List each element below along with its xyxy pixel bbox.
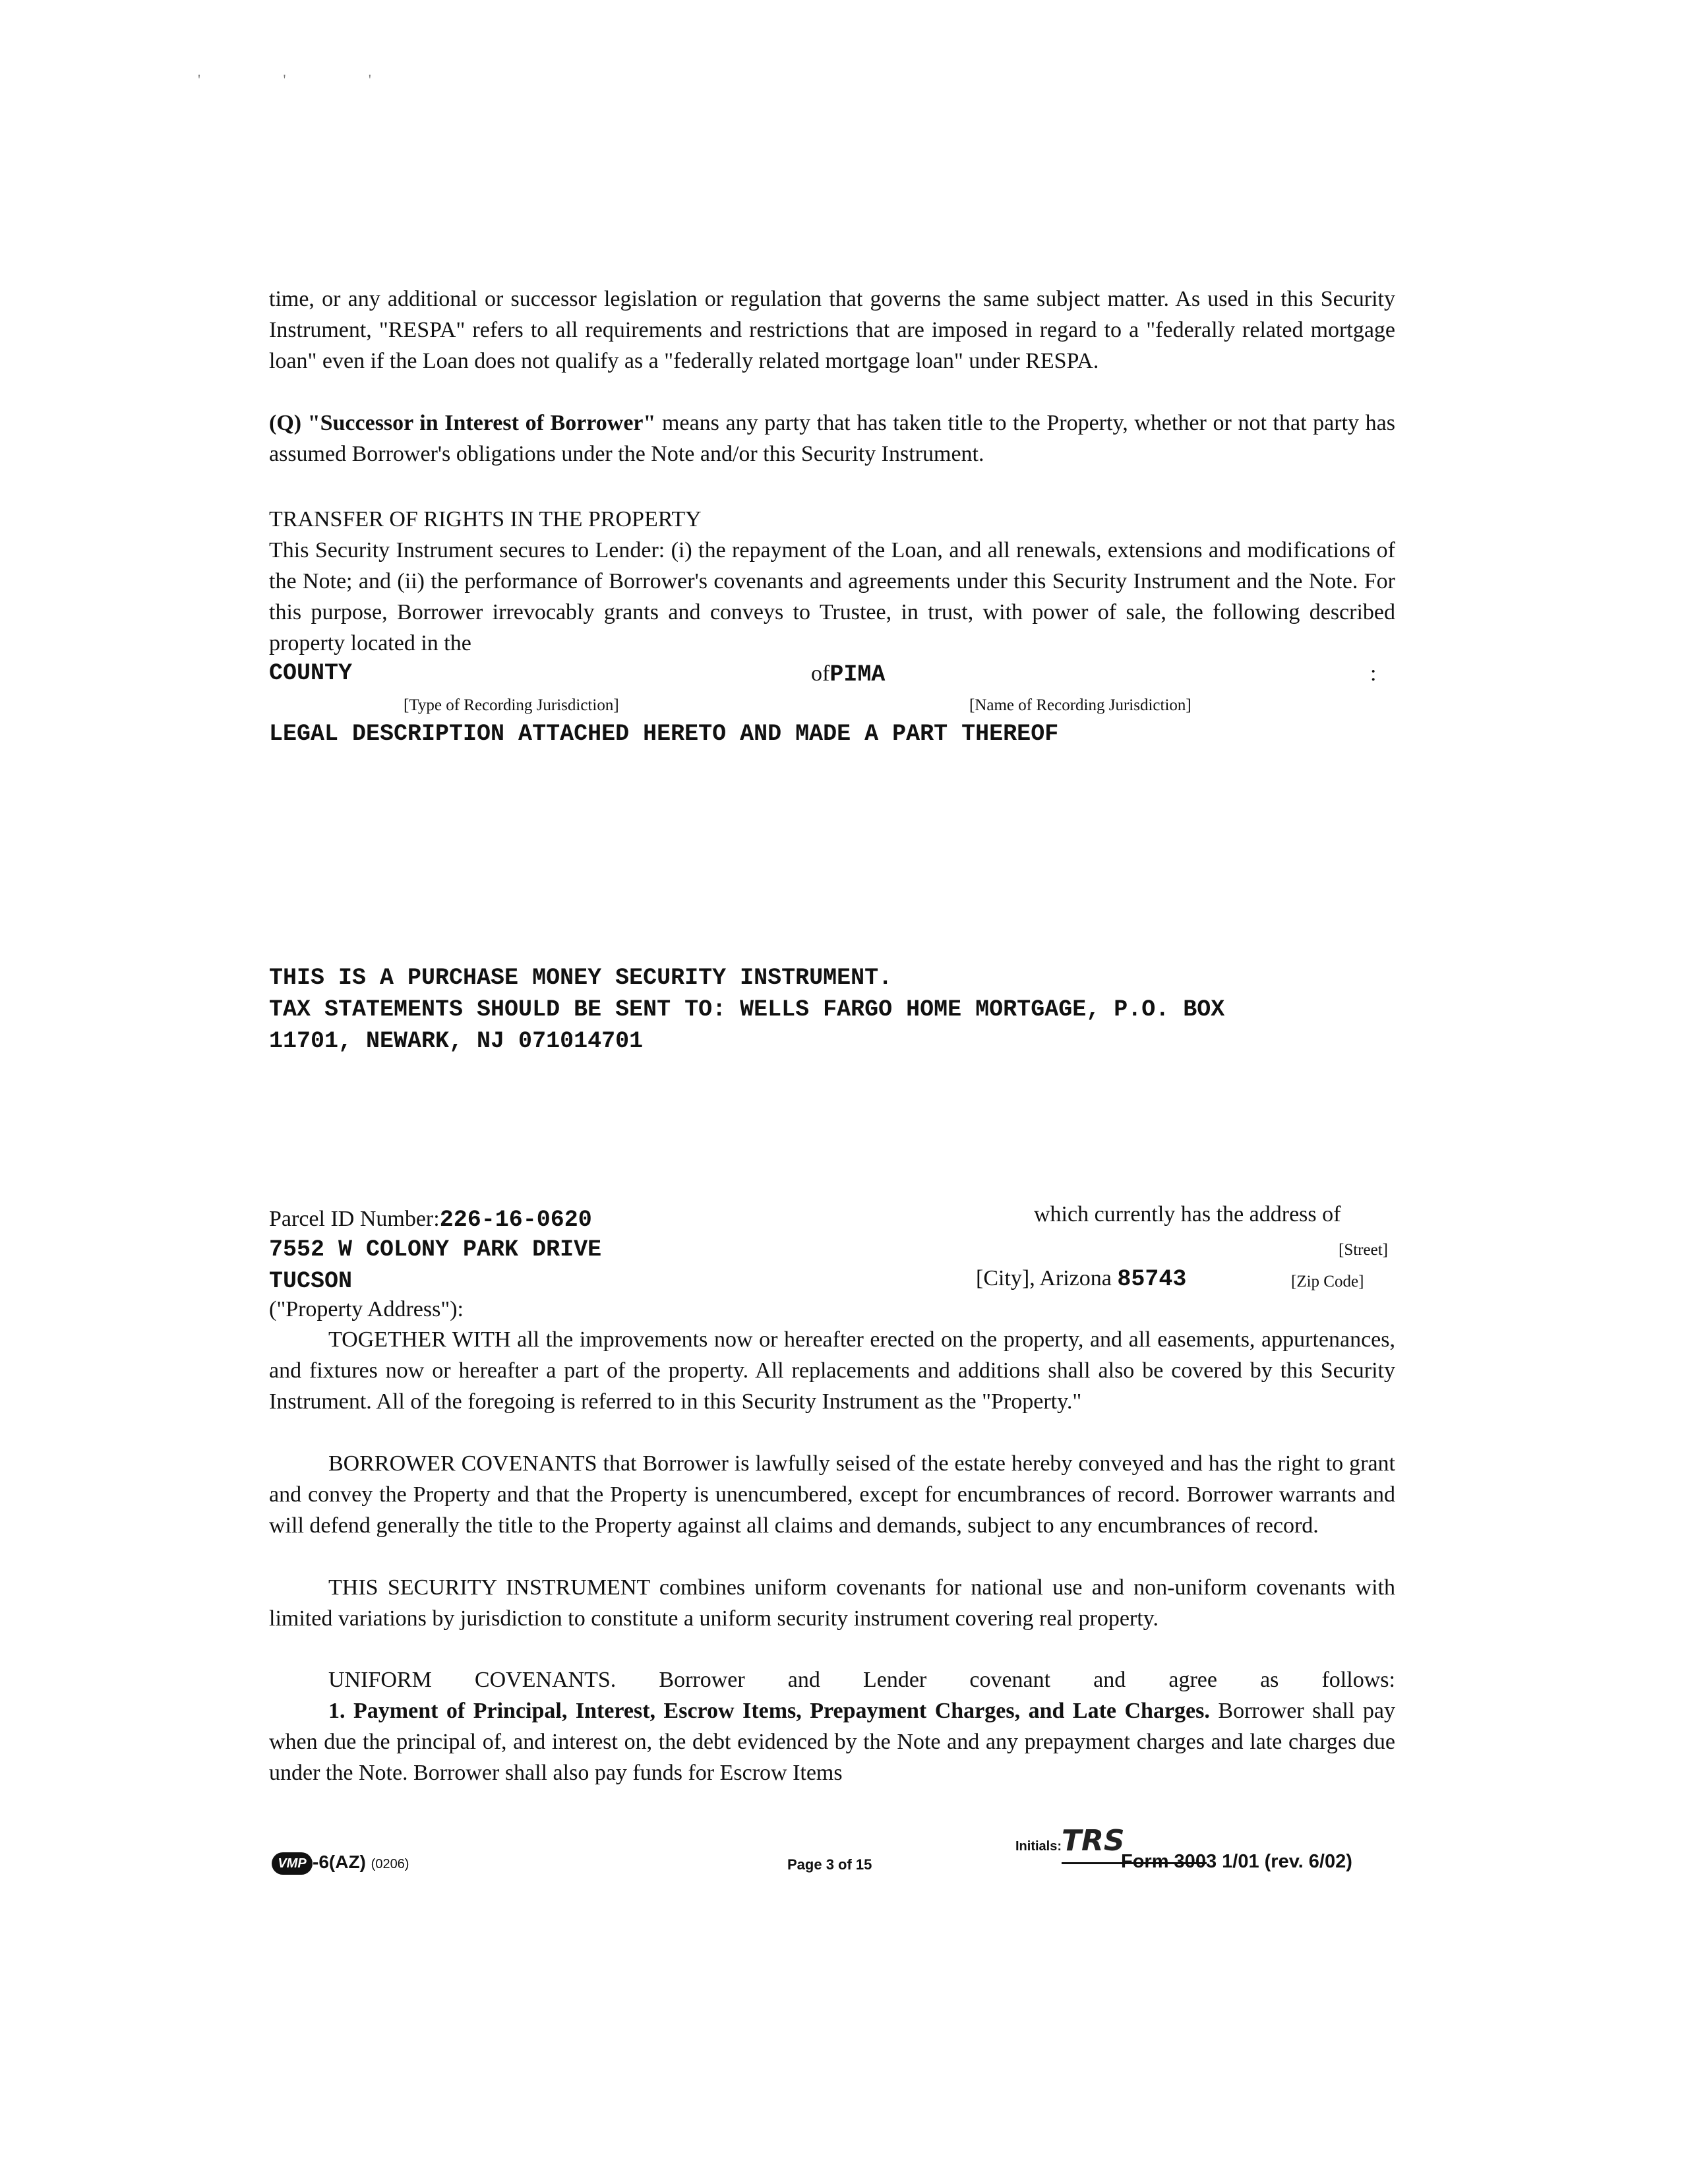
property-address-label: ("Property Address"): (269, 1297, 464, 1321)
item-1-heading: 1. Payment of Principal, Interest, Escrow Items, Prepayment Charges, and Late Charges. (328, 1699, 1210, 1723)
type-caption: [Type of Recording Jurisdiction] (404, 696, 619, 714)
street-caption: [Street] (1339, 1241, 1388, 1259)
address-note: which currently has the address of (1034, 1202, 1341, 1227)
zip-value: 85743 (1117, 1266, 1187, 1292)
vmp-logo-icon: VMP (272, 1852, 313, 1875)
uniform-word: and (787, 1668, 820, 1692)
together-with-paragraph: TOGETHER WITH all the improvements now or hereafter erected on the property, and all easements, appurtenances, and fixtures now or hereafter a part of the property. All replacements and additions shall also be covered by this Security Instrument. All of the foregoing is referred to in this Security Instrument as the "Property." (269, 1327, 1395, 1414)
form-code (272, 1846, 409, 1880)
jurisdiction-name-value: PIMA (829, 661, 886, 688)
of-label: of (811, 661, 830, 686)
uniform-word: UNIFORM (328, 1668, 432, 1692)
jurisdiction-colon: : (1370, 661, 1377, 686)
successor-text: means any party that has taken title to the Property, whether or not that party has assumed Borrower's obligations under the Note and/or this Security Instrument. (269, 411, 1395, 466)
item-1-text: Borrower shall pay when due the principal of, and interest on, the debt evidenced by the Note and any prepayment charges and late charges due under the Note. Borrower shall also pay funds for Escrow Items (269, 1699, 1395, 1785)
page-number: Page 3 of 15 (787, 1856, 872, 1873)
tax-statements-line-2: 11701, NEWARK, NJ 071014701 (269, 1028, 644, 1054)
uniform-word: and (1093, 1668, 1126, 1692)
city-state (976, 1263, 1186, 1295)
city-caption: [City], Arizona (976, 1266, 1112, 1290)
city-value: TUCSON (269, 1268, 353, 1294)
legal-description: LEGAL DESCRIPTION ATTACHED HERETO AND MADE A PART THEREOF (269, 721, 1059, 747)
jurisdiction-type-value: COUNTY (269, 660, 353, 686)
uniform-word: Lender (862, 1668, 927, 1692)
successor-label: (Q) "Successor in Interest of Borrower" (269, 411, 656, 435)
uniform-word: COVENANTS. (474, 1668, 617, 1692)
corner-marks: ' ' ' (198, 71, 411, 88)
uniform-word: agree (1168, 1668, 1217, 1692)
initials-signature: TRS (1062, 1824, 1125, 1858)
jurisdiction-name (811, 658, 885, 690)
uniform-word: as (1260, 1668, 1279, 1692)
parcel-id (269, 1203, 592, 1236)
parcel-id-value: 226-16-0620 (439, 1207, 592, 1233)
parcel-id-label: Parcel ID Number: (269, 1207, 440, 1231)
uniform-covenants-line (328, 1664, 1395, 1695)
zip-caption: [Zip Code] (1291, 1273, 1364, 1290)
uniform-word: follows: (1321, 1668, 1395, 1692)
form-code-label: -6(AZ) (313, 1852, 366, 1872)
uniform-word: covenant (969, 1668, 1051, 1692)
borrower-covenants-paragraph: BORROWER COVENANTS that Borrower is lawfully seised of the estate hereby conveyed and has the right to grant and convey the Property and that the Property is unencumbered, except for encumbrances of record. Borrower warrants and will defend generally the title to the Property against all claims and demands, subject to any encumbrances of record. (269, 1451, 1395, 1538)
form-code-small: (0206) (371, 1857, 409, 1871)
transfer-paragraph: This Security Instrument secures to Lender: (i) the repayment of the Loan, and all renewals, extensions and modifications of the Note; and (ii) the performance of Borrower's covenants and agreements under this Security Instrument and the Note. For this purpose, Borrower irrevocably grants and conveys to Trustee, in trust, with power of sale, the following described property located in the (269, 538, 1395, 655)
successor-definition (269, 408, 1395, 470)
form-number: Form 3003 1/01 (rev. 6/02) (1121, 1851, 1352, 1872)
item-1-paragraph (269, 1695, 1395, 1788)
respa-paragraph: time, or any additional or successor legislation or regulation that governs the same subject matter. As used in this Security Instrument, "RESPA" refers to all requirements and restrictions that are imposed in regard to a "federally related mortgage loan" even if the Loan does not qualify as a "federally related mortgage loan" under RESPA. (269, 287, 1395, 373)
name-caption: [Name of Recording Jurisdiction] (969, 696, 1191, 714)
tax-statements-line-1: TAX STATEMENTS SHOULD BE SENT TO: WELLS FARGO HOME MORTGAGE, P.O. BOX (269, 996, 1225, 1023)
uniform-word: Borrower (659, 1668, 745, 1692)
purchase-money-notice: THIS IS A PURCHASE MONEY SECURITY INSTRUMENT. (269, 965, 893, 991)
street-value: 7552 W COLONY PARK DRIVE (269, 1236, 602, 1263)
initials-label: Initials: (1015, 1839, 1062, 1854)
transfer-heading: TRANSFER OF RIGHTS IN THE PROPERTY (269, 507, 702, 531)
security-instrument-paragraph: THIS SECURITY INSTRUMENT combines uniform covenants for national use and non-uniform covenants with limited variations by jurisdiction to constitute a uniform security instrument covering real property. (269, 1575, 1395, 1631)
